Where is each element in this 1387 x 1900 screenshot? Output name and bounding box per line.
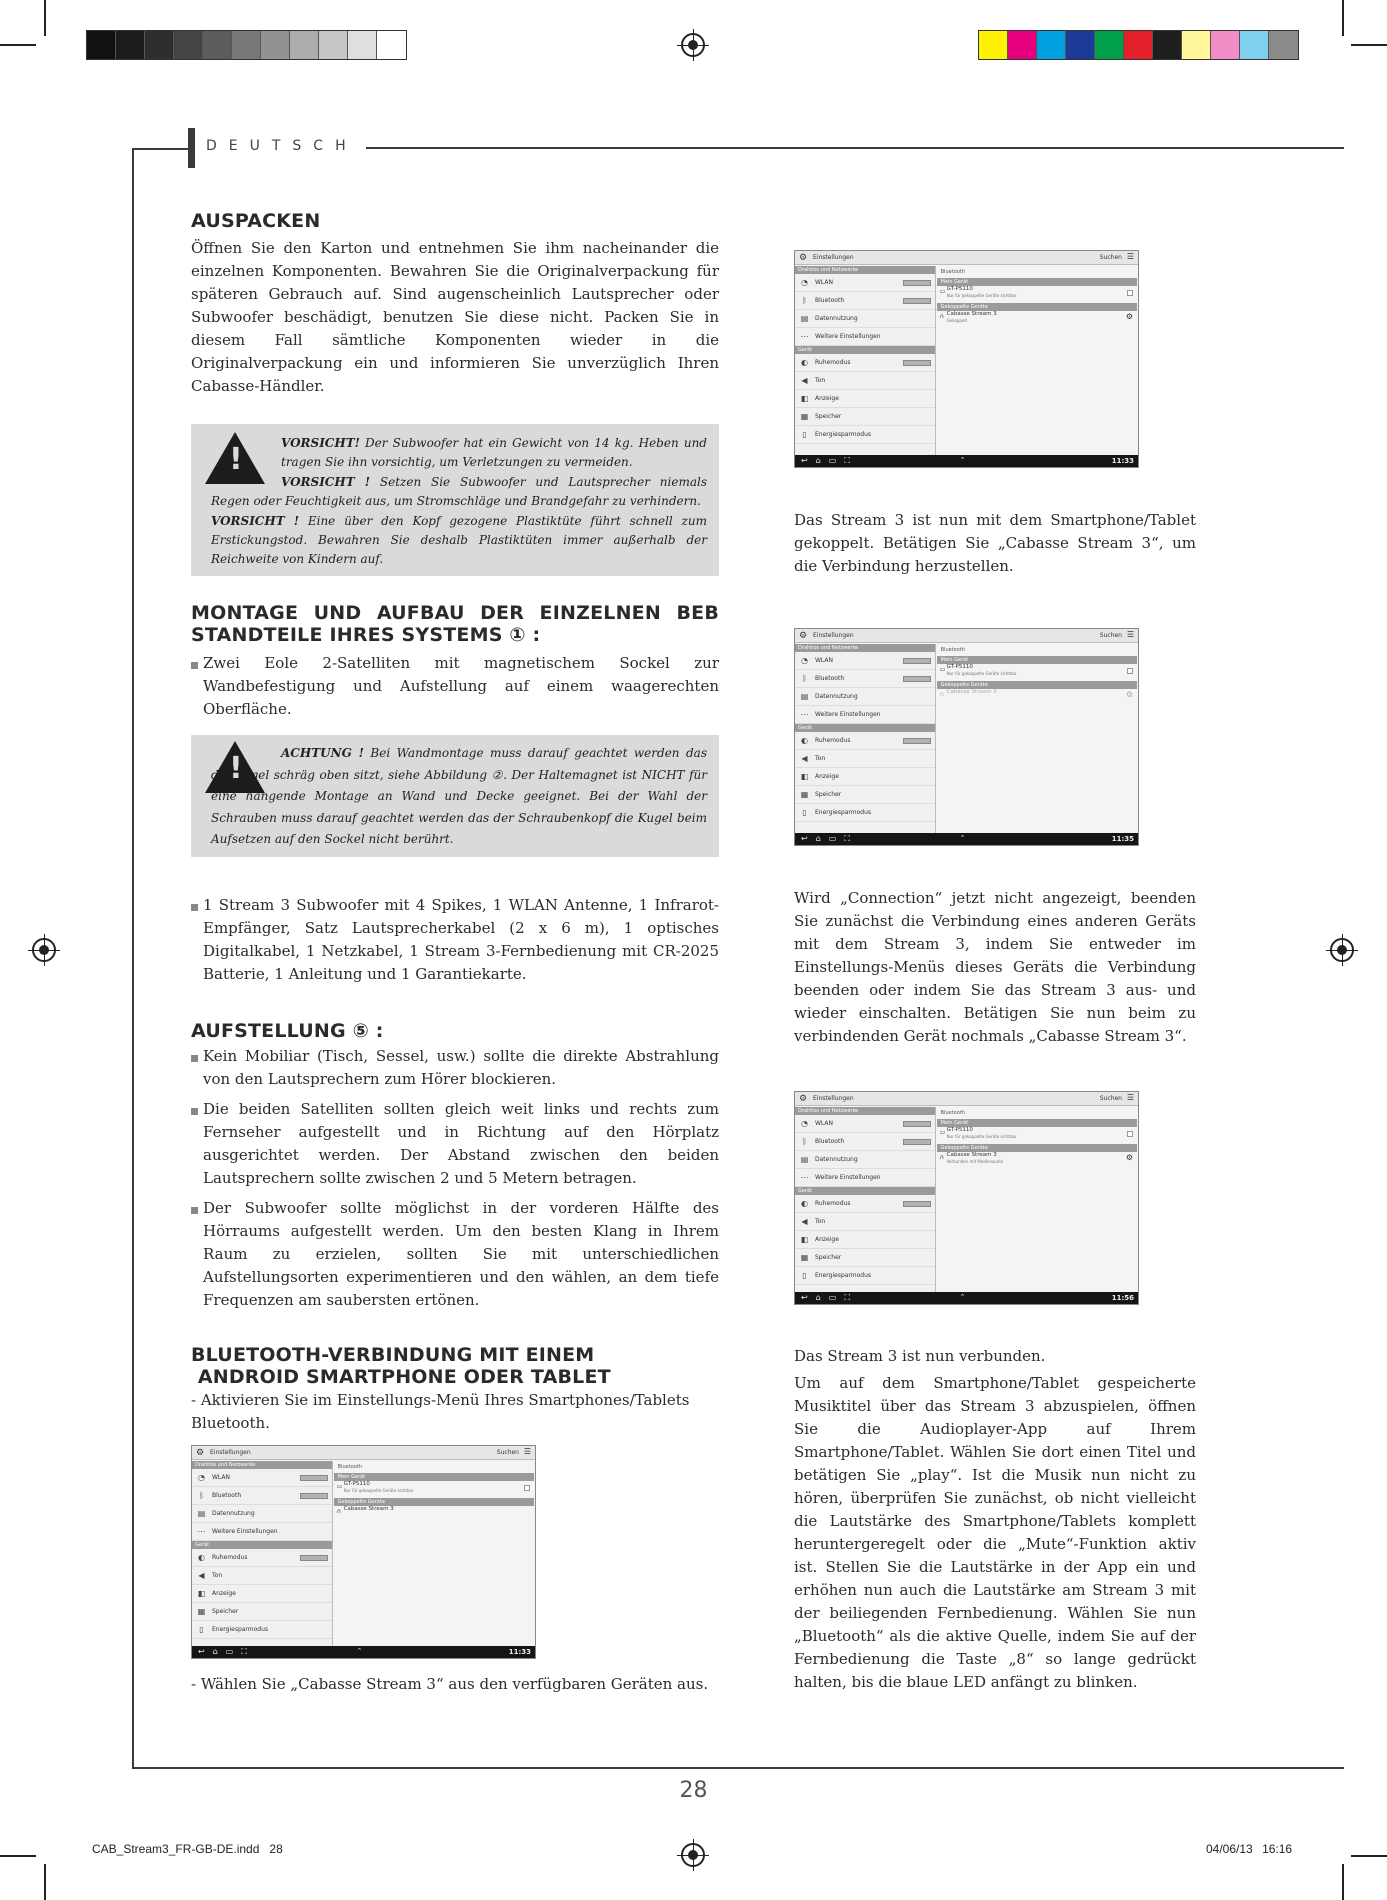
display-icon: ◧ — [800, 1235, 809, 1244]
section-title-montage-1: MONTAGE UND AUFBAU DER EINZELNEN BEB — [191, 602, 719, 624]
settings-row: ◧ Anzeige — [795, 390, 935, 408]
gray-swatch — [116, 31, 145, 59]
toggle-switch — [903, 360, 931, 366]
storage-icon: ▦ — [800, 790, 809, 799]
settings-row: ◀ Ton — [795, 1213, 935, 1231]
battery-icon: ▯ — [802, 808, 807, 817]
warning-line-3: VORSICHT ! Eine über den Kopf gezogene Plastiktüte führt schnell zum Erstickungstod. Bewahren Sie deshalb Plastiktüten immer außerhalb der Reichweite von Kindern auf. — [211, 514, 707, 566]
section-title-montage-2: STANDTEILE IHRES SYSTEMS ① : — [191, 624, 541, 646]
tablet-screenshot-bluetooth-scan — [191, 1445, 536, 1659]
gear-icon: ⚙ — [1125, 690, 1133, 699]
list-item: Die beiden Satelliten sollten gleich weit links und rechts zum Fernseher aufgestellt und in Richtung auf den Hörplatz ausgerichtet werden. Der Abstand zwischen den beiden Lautsprechern sollte zwischen 2 und 5 Metern betragen. — [191, 1098, 719, 1190]
gray-swatch — [145, 31, 174, 59]
gray-swatch — [87, 31, 116, 59]
visibility-checkbox — [1127, 668, 1133, 674]
toggle-switch — [903, 1139, 931, 1145]
toggle-switch — [903, 280, 931, 286]
paired-text: Das Stream 3 ist nun mit dem Smartphone/Tablet gekoppelt. Betätigen Sie „Cabasse Stream 3“, um die Verbindung herzustellen. — [794, 511, 1196, 575]
settings-row: ◧ Anzeige — [795, 1231, 935, 1249]
more-icon: ⋯ — [800, 332, 809, 341]
data-usage-icon: ▤ — [800, 1155, 809, 1164]
settings-row: ᛒ Bluetooth — [795, 1133, 935, 1151]
settings-row: ⋯ Weitere Einstellungen — [795, 328, 935, 346]
gear-icon: ⚙ — [799, 1094, 808, 1104]
search-label: Suchen — [496, 1449, 519, 1456]
storage-icon: ▦ — [800, 412, 809, 421]
section-title-bluetooth-1: BLUETOOTH-VERBINDUNG MIT EINEM — [191, 1344, 595, 1366]
color-swatch — [979, 31, 1008, 59]
headphones-icon: ∩ — [336, 1508, 342, 1515]
sound-icon: ◀ — [801, 754, 808, 763]
color-swatch — [1269, 31, 1298, 59]
slug-filename: CAB_Stream3_FR-GB-DE.indd 28 — [92, 1842, 283, 1856]
storage-icon: ▦ — [197, 1607, 206, 1616]
visibility-checkbox — [1127, 1131, 1133, 1137]
crop-mark — [44, 1864, 46, 1900]
color-swatch — [1153, 31, 1182, 59]
settings-row: ◔ WLAN — [795, 652, 935, 670]
screenshot-title-bar: ⚙ Einstellungen Suchen ☰ — [795, 629, 1138, 643]
footer-rule — [132, 1767, 1344, 1769]
tablet-icon: ▭ — [939, 666, 946, 673]
registration-mark-icon — [681, 33, 705, 57]
settings-row: ◐ Ruhemodus — [795, 1195, 935, 1213]
warning-triangle-icon — [205, 432, 265, 484]
tablet-icon: ▭ — [939, 288, 946, 295]
bluetooth-pane: Bluetooth Mein Gerät ▭ GT-P5110 Nur für gekoppelte Geräte sichtbar Gekoppelte Geräte ∩ Cabasse Stream 3 Verbunden mit Medienaudio ⚙ — [936, 1107, 1138, 1292]
color-swatch — [1211, 31, 1240, 59]
settings-row: ▤ Datennutzung — [795, 310, 935, 328]
chevron-up-icon: ⌃ — [959, 1293, 966, 1301]
list-item: 1 Stream 3 Subwoofer mit 4 Spikes, 1 WLAN Antenne, 1 Infrarot-Empfänger, Satz Lautsprecherkabel (2 x 6 m), 1 optisches Digitalkabel, 1 Netzkabel, 1 Stream 3-Fernbedienung mit CR-2025 Batterie, 1 Anleitung und 1 Garantiekarte. — [191, 894, 719, 986]
sleep-icon: ◐ — [801, 1199, 808, 1208]
crop-mark — [0, 44, 36, 46]
settings-row: ◔ WLAN — [795, 1115, 935, 1133]
settings-row: ⋯ Weitere Einstellungen — [795, 706, 935, 724]
settings-row: ▦ Speicher — [795, 1249, 935, 1267]
visibility-checkbox — [1127, 290, 1133, 296]
header-marker — [188, 128, 195, 168]
connected-text: Das Stream 3 ist nun verbunden. — [794, 1347, 1046, 1365]
section-title-aufstellung: AUFSTELLUNG ⑤ : — [191, 1020, 384, 1042]
language-label: DEUTSCH — [206, 138, 358, 154]
settings-row: ▯ Energiesparmodus — [192, 1621, 332, 1639]
toggle-switch — [300, 1555, 328, 1561]
chevron-up-icon: ⌃ — [356, 1647, 363, 1655]
color-swatch — [1037, 31, 1066, 59]
list-item: Kein Mobiliar (Tisch, Sessel, usw.) sollte die direkte Abstrahlung von den Lautsprechern zum Hörer blockieren. — [191, 1045, 719, 1091]
bluetooth-pane: Bluetooth Mein Gerät ▭ GT-P5110 Nur für gekoppelte Geräte sichtbar Gekoppelte Geräte ∩ Cabasse Stream 3 ⚙ — [936, 644, 1138, 833]
registration-mark-icon — [32, 938, 56, 962]
warning-triangle-icon — [205, 741, 265, 793]
header-rule-left — [132, 148, 190, 150]
sound-icon: ◀ — [801, 376, 808, 385]
own-device-row: ▭ GT-P5110 Nur für gekoppelte Geräte sichtbar — [937, 286, 1137, 302]
color-swatch — [1124, 31, 1153, 59]
settings-row: ▯ Energiesparmodus — [795, 1267, 935, 1285]
settings-row: ▤ Datennutzung — [795, 1151, 935, 1169]
settings-row: ▯ Energiesparmodus — [795, 426, 935, 444]
toggle-switch — [903, 738, 931, 744]
device-row-cabasse: ∩ Cabasse Stream 3 Verbunden mit Medienaudio ⚙ — [939, 1152, 1133, 1164]
toggle-switch — [903, 1201, 931, 1207]
chevron-up-icon: ⌃ — [959, 834, 966, 842]
display-icon: ◧ — [800, 394, 809, 403]
device-row-cabasse: ∩ Cabasse Stream 3 — [336, 1506, 394, 1515]
nav-buttons-icon: ↩⌂▭⛶ — [801, 1293, 858, 1302]
battery-icon: ▯ — [199, 1625, 204, 1634]
settings-row: ◀ Ton — [795, 372, 935, 390]
android-nav-bar: ↩⌂▭⛶ ⌃ 11:33 — [192, 1646, 535, 1658]
slug-timestamp: 04/06/13 16:16 — [1206, 1842, 1293, 1856]
gear-icon: ⚙ — [1125, 312, 1133, 321]
gear-icon: ⚙ — [196, 1448, 205, 1458]
display-icon: ◧ — [800, 772, 809, 781]
settings-row: ◀ Ton — [192, 1567, 332, 1585]
sleep-icon: ◐ — [198, 1553, 205, 1562]
visibility-checkbox — [524, 1485, 530, 1491]
search-label: Suchen — [1099, 632, 1122, 639]
toggle-switch — [903, 298, 931, 304]
gear-icon: ⚙ — [799, 631, 808, 641]
gray-swatch — [203, 31, 232, 59]
bluetooth-intro-text: - Aktivieren Sie im Einstellungs-Menü Ihres Smartphones/Tablets Bluetooth. — [191, 1391, 690, 1432]
crop-mark — [1342, 0, 1344, 36]
device-row-cabasse: ∩ Cabasse Stream 3 Gekoppelt ⚙ — [939, 311, 1133, 323]
headphones-icon: ∩ — [939, 691, 945, 698]
gray-swatch — [348, 31, 377, 59]
page-number: 28 — [679, 1778, 708, 1803]
tablet-screenshot-paired — [794, 250, 1139, 468]
settings-row: ▯ Energiesparmodus — [795, 804, 935, 822]
settings-row: ◧ Anzeige — [795, 768, 935, 786]
settings-row: ⋯ Weitere Einstellungen — [795, 1169, 935, 1187]
settings-row: ᛒ Bluetooth — [795, 670, 935, 688]
search-label: Suchen — [1099, 1095, 1122, 1102]
page-frame-left — [132, 148, 134, 1768]
bluetooth-icon: ᛒ — [802, 296, 807, 305]
gear-icon: ⚙ — [1125, 1153, 1133, 1162]
bluetooth-pane: Bluetooth Mein Gerät ▭ GT-P5110 Nur für gekoppelte Geräte sichtbar Gekoppelte Geräte ∩ Cabasse Stream 3 Gekoppelt ⚙ — [936, 266, 1138, 455]
wifi-icon: ◔ — [198, 1473, 205, 1482]
bluetooth-icon: ᛒ — [802, 1137, 807, 1146]
device-row-cabasse: ∩ Cabasse Stream 3 ⚙ — [939, 689, 1133, 699]
settings-row: ▦ Speicher — [192, 1603, 332, 1621]
section-title-auspacken: AUSPACKEN — [191, 210, 321, 232]
more-icon: ⋯ — [197, 1527, 206, 1536]
gray-swatch — [377, 31, 406, 59]
menu-icon: ☰ — [523, 1447, 531, 1456]
crop-mark — [1342, 1864, 1344, 1900]
list-item: Zwei Eole 2-Satelliten mit magnetischem Sockel zur Wandbefestigung und Aufstellung auf einem waagerechten Oberfläche. — [191, 652, 719, 721]
warning-box-weight — [191, 424, 719, 576]
wifi-icon: ◔ — [801, 656, 808, 665]
screenshot-title-bar: ⚙ Einstellungen Suchen ☰ — [192, 1446, 535, 1460]
color-swatch — [1066, 31, 1095, 59]
sound-icon: ◀ — [801, 1217, 808, 1226]
crop-mark — [1351, 1855, 1387, 1857]
settings-row: ▦ Speicher — [795, 786, 935, 804]
warning-mounting-text: ACHTUNG ! Bei Wandmontage muss darauf geachtet werden das die Kugel schräg oben sitzt, siehe Abbildung ②. Der Haltemagnet ist NICHT für eine hängende Montage an Wand und Decke geeignet. Bei der Wahl der Schrauben muss darauf geachtet werden das der Schraubenkopf die Kugel beim Aufsetzen auf den Sockel nicht berührt. — [211, 746, 707, 846]
gray-swatch — [232, 31, 261, 59]
bluetooth-select-text: - Wählen Sie „Cabasse Stream 3“ aus den verfügbaren Geräten aus. — [191, 1675, 709, 1693]
menu-icon: ☰ — [1126, 630, 1134, 639]
sleep-icon: ◐ — [801, 736, 808, 745]
battery-icon: ▯ — [802, 430, 807, 439]
settings-row: ◐ Ruhemodus — [795, 732, 935, 750]
section-title-bluetooth-2: ANDROID SMARTPHONE ODER TABLET — [191, 1366, 611, 1388]
settings-list: Drahtlos und Netzwerke ◔ WLAN ᛒ Bluetooth ▤ Datennutzung ⋯ Weitere Einstellungen Gerät ◐ Ruhemodus ◀ Ton ◧ Anzeige ▦ Speicher ▯ Energiesparmodus — [795, 1107, 936, 1292]
settings-list: Drahtlos und Netzwerke ◔ WLAN ᛒ Bluetooth ▤ Datennutzung ⋯ Weitere Einstellungen Gerät ◐ Ruhemodus ◀ Ton ◧ Anzeige ▦ Speicher ▯ Energiesparmodus — [795, 266, 936, 455]
toggle-switch — [903, 658, 931, 664]
sound-icon: ◀ — [198, 1571, 205, 1580]
settings-row: ⋯ Weitere Einstellungen — [192, 1523, 332, 1541]
data-usage-icon: ▤ — [800, 692, 809, 701]
sleep-icon: ◐ — [801, 358, 808, 367]
settings-list: Drahtlos und Netzwerke ◔ WLAN ᛒ Bluetooth ▤ Datennutzung ⋯ Weitere Einstellungen Gerät ◐ Ruhemodus ◀ Ton ◧ Anzeige ▦ Speicher ▯ Energiesparmodus — [192, 1461, 333, 1646]
bluetooth-icon: ᛒ — [199, 1491, 204, 1500]
settings-row: ▤ Datennutzung — [192, 1505, 332, 1523]
right-column — [794, 250, 1196, 1694]
toggle-switch — [300, 1475, 328, 1481]
headphones-icon: ∩ — [939, 1154, 945, 1161]
connection-hint-text: Wird „Connection“ jetzt nicht angezeigt, beenden Sie zunächst die Verbindung eines anderen Geräts mit dem Stream 3, indem Sie entweder im Einstellungs-Menüs dieses Geräts die Verbindung beenden oder indem Sie das Stream 3 aus- und wieder einschalten. Betätigen Sie nun beim zu verbindenden Gerät nochmals „Cabasse Stream 3“. — [794, 889, 1196, 1045]
chevron-up-icon: ⌃ — [959, 456, 966, 464]
grayscale-swatch-bar — [86, 30, 407, 60]
settings-row: ◐ Ruhemodus — [192, 1549, 332, 1567]
header-rule — [366, 147, 1344, 149]
more-icon: ⋯ — [800, 1173, 809, 1182]
settings-row: ◧ Anzeige — [192, 1585, 332, 1603]
color-swatch — [1182, 31, 1211, 59]
settings-row: ᛒ Bluetooth — [192, 1487, 332, 1505]
left-column — [191, 210, 719, 1696]
list-item: Der Subwoofer sollte möglichst in der vorderen Hälfte des Hörraums aufgestellt werden. Um den besten Klang in Ihrem Raum zu erzielen, sollten Sie mit unterschiedlichen Aufstellungsorten experimentieren und den wählen, an dem tiefe Frequenzen am saubersten ertönen. — [191, 1197, 719, 1312]
color-swatch — [1008, 31, 1037, 59]
settings-row: ◔ WLAN — [192, 1469, 332, 1487]
settings-row: ᛒ Bluetooth — [795, 292, 935, 310]
color-swatch-bar — [978, 30, 1299, 60]
menu-icon: ☰ — [1126, 252, 1134, 261]
color-swatch — [1095, 31, 1124, 59]
data-usage-icon: ▤ — [800, 314, 809, 323]
registration-mark-icon — [681, 1843, 705, 1867]
settings-row: ▦ Speicher — [795, 408, 935, 426]
gray-swatch — [261, 31, 290, 59]
tablet-screenshot-connected — [794, 1091, 1139, 1305]
screenshot-title-bar: ⚙ Einstellungen Suchen ☰ — [795, 1092, 1138, 1106]
wifi-icon: ◔ — [801, 1119, 808, 1128]
storage-icon: ▦ — [800, 1253, 809, 1262]
android-nav-bar: ↩⌂▭⛶ ⌃ 11:56 — [795, 1292, 1138, 1304]
toggle-switch — [903, 676, 931, 682]
toggle-switch — [903, 1121, 931, 1127]
toggle-switch — [300, 1493, 328, 1499]
bluetooth-pane: Bluetooth Mein Gerät ▭ GT-P5110 Nur für gekoppelte Geräte sichtbar Gekoppelte Geräte ∩ Cabasse Stream 3 — [333, 1461, 535, 1646]
color-swatch — [1240, 31, 1269, 59]
gray-swatch — [319, 31, 348, 59]
tablet-screenshot-connecting — [794, 628, 1139, 846]
settings-row: ◔ WLAN — [795, 274, 935, 292]
own-device-row: ▭ GT-P5110 Nur für gekoppelte Geräte sichtbar — [937, 1127, 1137, 1143]
gear-icon: ⚙ — [799, 253, 808, 263]
settings-list: Drahtlos und Netzwerke ◔ WLAN ᛒ Bluetooth ▤ Datennutzung ⋯ Weitere Einstellungen Gerät ◐ Ruhemodus ◀ Ton ◧ Anzeige ▦ Speicher ▯ Energiesparmodus — [795, 644, 936, 833]
nav-buttons-icon: ↩⌂▭⛶ — [801, 834, 858, 843]
settings-row: ▤ Datennutzung — [795, 688, 935, 706]
playback-instructions-text: Um auf dem Smartphone/Tablet gespeicherte Musiktitel über das Stream 3 abzuspielen, öffnen Sie die Audioplayer-App auf Ihrem Smartphone/Tablet. Wählen Sie dort einen Titel und betätigen Sie „play“. Ist die Musik nun nicht zu hören, überprüfen Sie zunächst, ob nicht vielleicht die Lautstärke des Smartphone/Tablets komplett heruntergeregelt oder die „Mute“-Funktion aktiv ist. Stellen Sie die Lautstärke in der App ein und erhöhen nun auch die Lautstärke am Stream 3 mit der beiliegenden Fernbedienung. Wählen Sie nun „Bluetooth“ als die aktive Quelle, indem Sie auf der Fernbedienung die Taste „8“ so lange gedrückt halten, bis die blaue LED anfängt zu blinken. — [794, 1374, 1196, 1691]
menu-icon: ☰ — [1126, 1093, 1134, 1102]
gray-swatch — [174, 31, 203, 59]
warning-line-2: VORSICHT ! Setzen Sie Subwoofer und Lautsprecher niemals Regen oder Feuchtigkeit aus, um Stromschläge und Brandgefahr zu verhindern. — [211, 475, 708, 508]
screenshot-title-bar: ⚙ Einstellungen Suchen ☰ — [795, 251, 1138, 265]
battery-icon: ▯ — [802, 1271, 807, 1280]
search-label: Suchen — [1099, 254, 1122, 261]
gray-swatch — [290, 31, 319, 59]
nav-buttons-icon: ↩⌂▭⛶ — [801, 456, 858, 465]
wifi-icon: ◔ — [801, 278, 808, 287]
own-device-row: ▭ GT-P5110 Nur für gekoppelte Geräte sichtbar — [334, 1481, 534, 1497]
data-usage-icon: ▤ — [197, 1509, 206, 1518]
android-nav-bar: ↩⌂▭⛶ ⌃ 11:35 — [795, 833, 1138, 845]
tablet-icon: ▭ — [336, 1483, 343, 1490]
display-icon: ◧ — [197, 1589, 206, 1598]
tablet-icon: ▭ — [939, 1129, 946, 1136]
crop-mark — [0, 1855, 36, 1857]
registration-mark-icon — [1330, 938, 1354, 962]
warning-box-mounting — [191, 735, 719, 857]
warning-line-1: VORSICHT! Der Subwoofer hat ein Gewicht von 14 kg. Heben und tragen Sie ihn vorsichtig, um Verletzungen zu vermeiden. — [281, 436, 707, 469]
headphones-icon: ∩ — [939, 313, 945, 320]
settings-row: ◐ Ruhemodus — [795, 354, 935, 372]
android-nav-bar: ↩⌂▭⛶ ⌃ 11:33 — [795, 455, 1138, 467]
crop-mark — [1351, 44, 1387, 46]
nav-buttons-icon: ↩⌂▭⛶ — [198, 1647, 255, 1656]
settings-row: ◀ Ton — [795, 750, 935, 768]
auspacken-text: Öffnen Sie den Karton und entnehmen Sie ihm nacheinander die einzelnen Komponenten. Bewahren Sie die Originalverpackung für späteren Gebrauch auf. Sind augenscheinlich Lautsprecher oder Subwoofer beschädigt, benutzen Sie diese nicht. Packen Sie in diesem Fall sämtliche Komponenten wieder in die Originalverpackung ein und informieren Sie unverzüglich Ihren Cabasse-Händler. — [191, 239, 719, 395]
crop-mark — [44, 0, 46, 36]
own-device-row: ▭ GT-P5110 Nur für gekoppelte Geräte sichtbar — [937, 664, 1137, 680]
more-icon: ⋯ — [800, 710, 809, 719]
bluetooth-icon: ᛒ — [802, 674, 807, 683]
